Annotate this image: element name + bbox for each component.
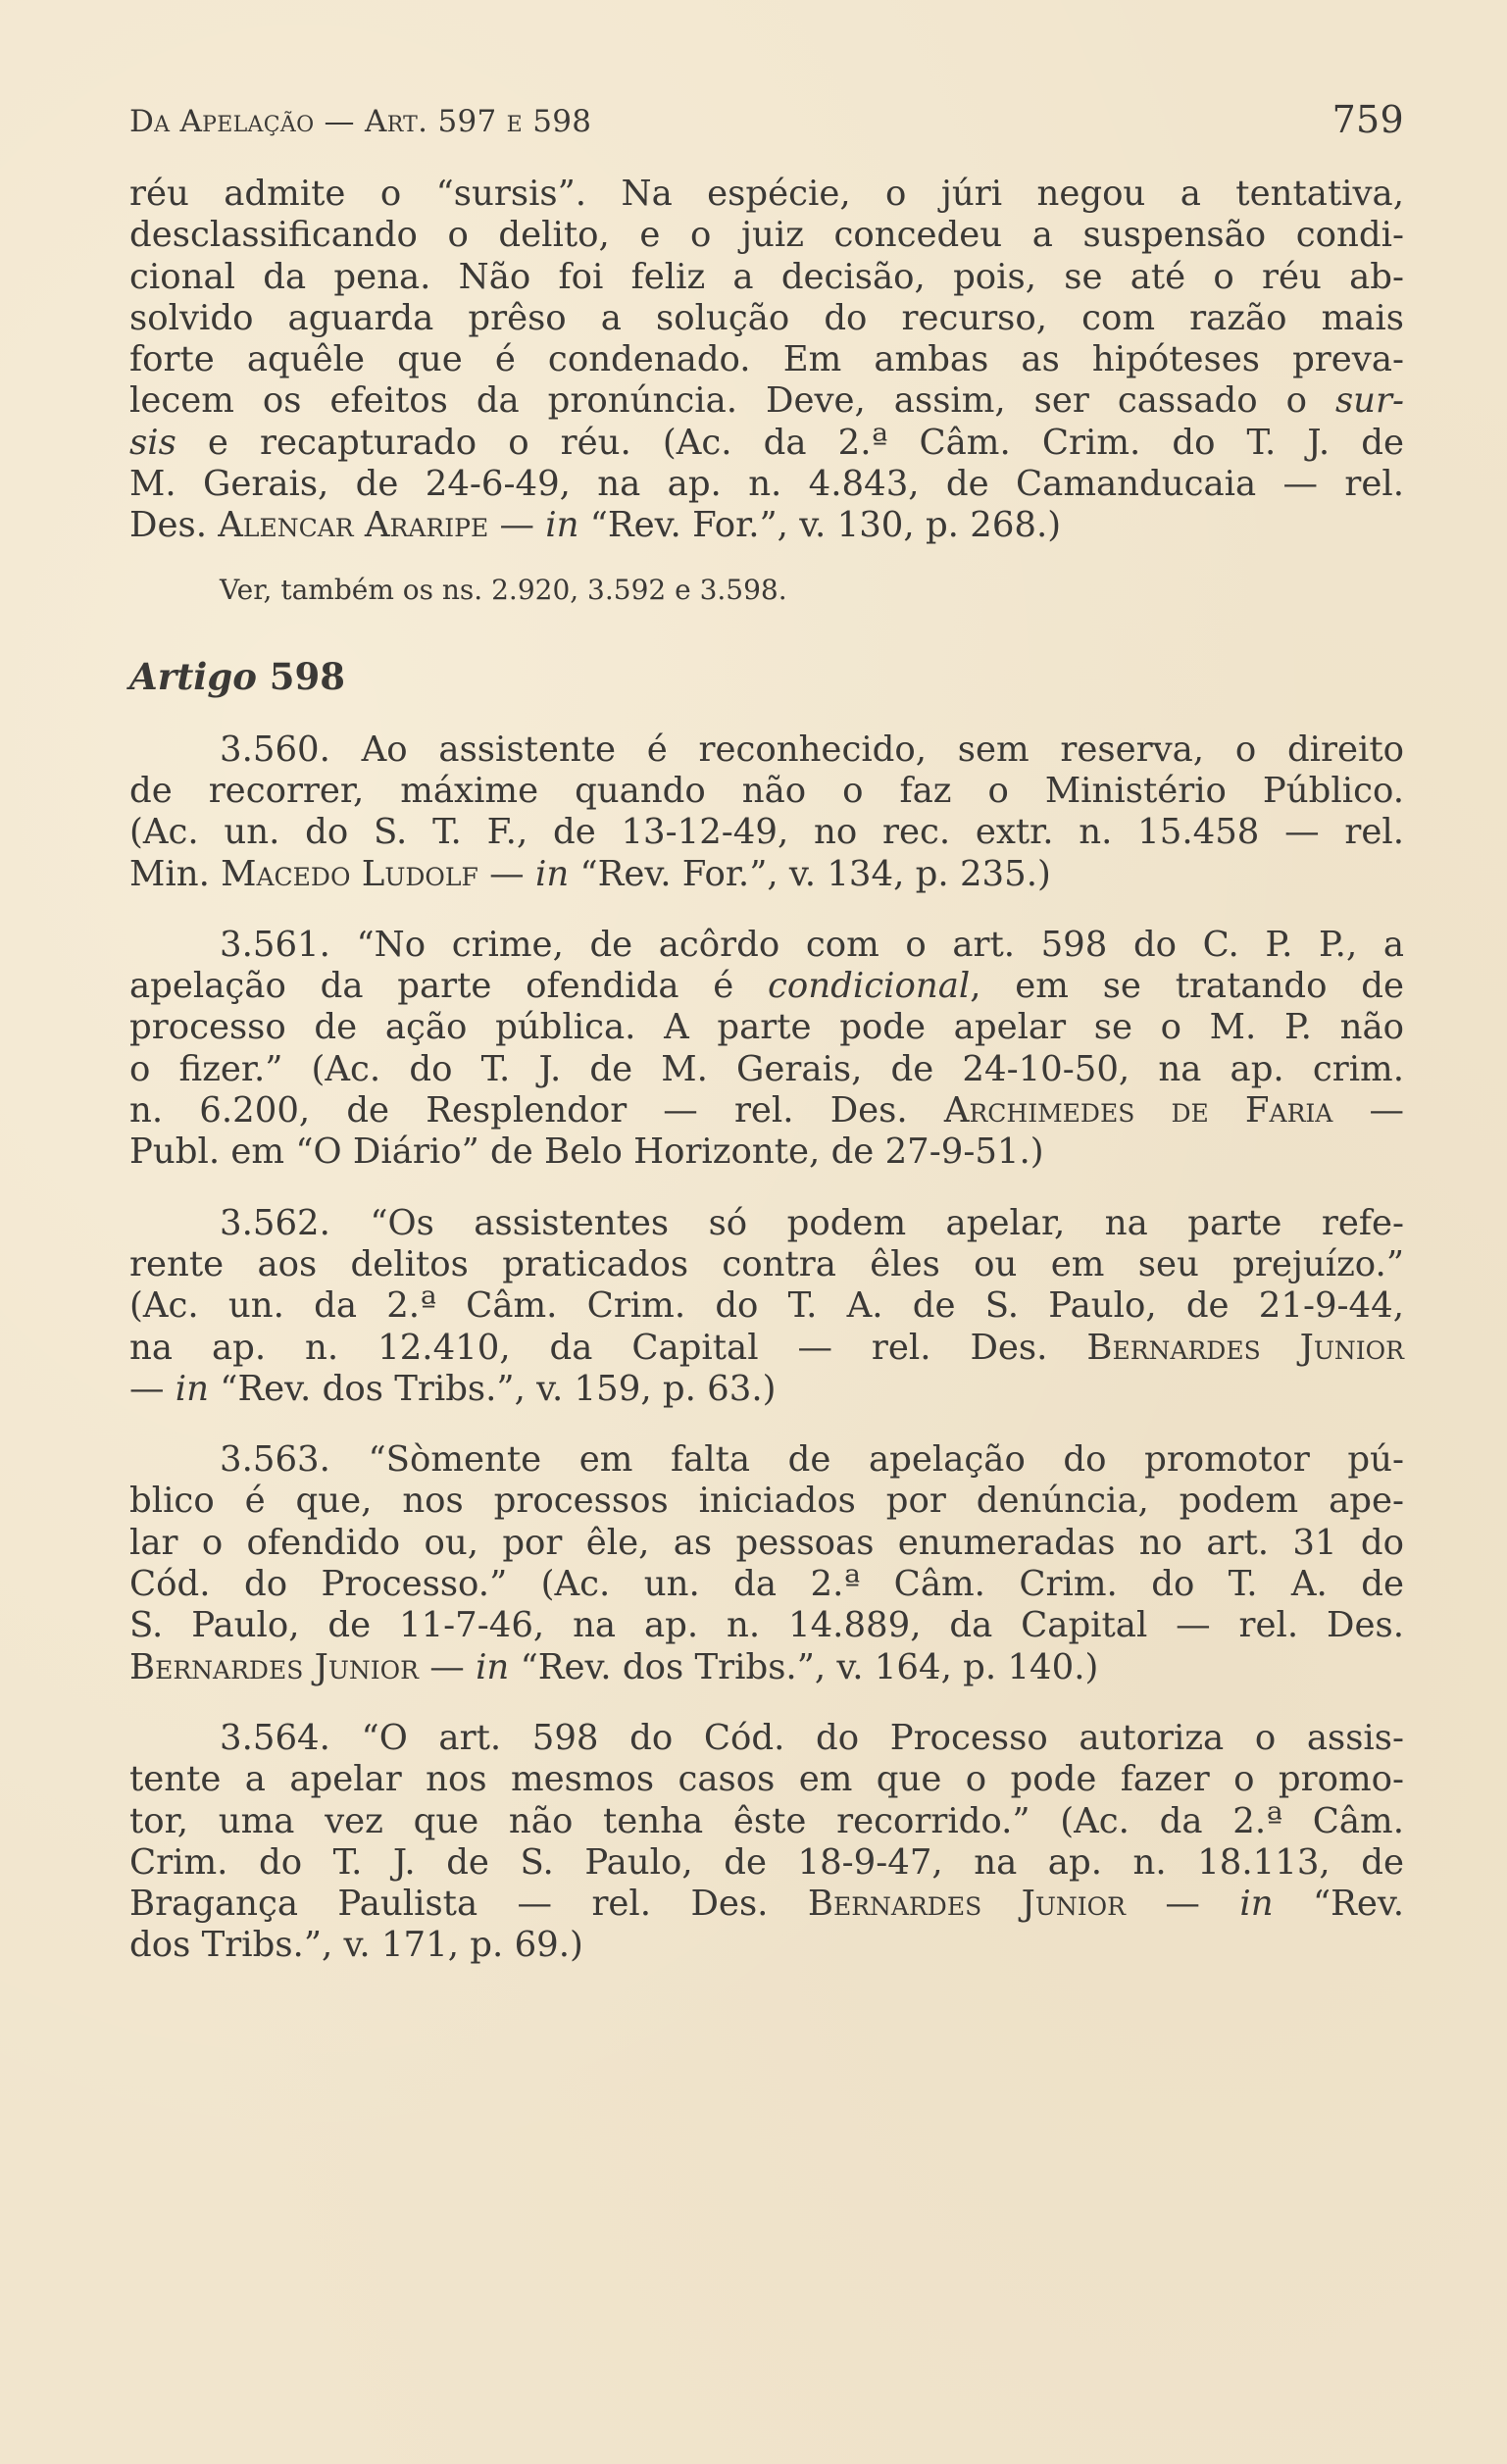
text-line: forte aquêle que é condenado. Em ambas as hipóteses preva-	[129, 339, 1404, 380]
text-line: Bernardes Junior — in “Rev. dos Tribs.”, v. 164, p. 140.)	[129, 1646, 1099, 1687]
text-line: Publ. em “O Diário” de Belo Horizonte, de 27-9-51.)	[129, 1131, 1044, 1173]
text-line: lecem os efeitos da pronúncia. Deve, assim, ser cassado o sur-	[129, 380, 1404, 422]
running-head	[129, 98, 1404, 157]
jurisprudence-entries	[129, 729, 1404, 1967]
text-line: — in “Rev. dos Tribs.”, v. 159, p. 63.)	[129, 1368, 777, 1409]
text-line: Bragança Paulista — rel. Des. Bernardes Junior — in “Rev.	[129, 1884, 1404, 1925]
text-line: Crim. do T. J. de S. Paulo, de 18-9-47, na ap. n. 18.113, de	[129, 1841, 1404, 1883]
entry-number: 3.564.	[220, 1717, 330, 1758]
judge-name: Alencar Araripe	[218, 505, 489, 546]
italic-text: in	[534, 853, 570, 894]
text-line: n. 6.200, de Resplendor — rel. Des. Archimedes de Faria —	[129, 1090, 1404, 1131]
page-number: 759	[1331, 98, 1404, 141]
text-line: na ap. n. 12.410, da Capital — rel. Des. Bernardes Junior	[129, 1327, 1404, 1368]
italic-text: in	[175, 1368, 210, 1409]
see-also-note: Ver, também os ns. 2.920, 3.592 e 3.598.	[220, 573, 787, 606]
text-line: Des. Alencar Araripe — in “Rev. For.”, v. 130, p. 268.)	[129, 505, 1062, 546]
text-line: lar o ofendido ou, por êle, as pessoas enumeradas no art. 31 do	[129, 1522, 1404, 1563]
text-line: blico é que, nos processos iniciados por denúncia, podem ape-	[129, 1481, 1404, 1522]
judge-name: Archimedes de Faria	[943, 1090, 1333, 1131]
italic-text: in	[545, 505, 579, 546]
judge-name: Bernardes Junior	[807, 1884, 1126, 1925]
text-line: cional da pena. Não foi feliz a decisão, pois, se até o réu ab-	[129, 256, 1404, 297]
entry-number: 3.563.	[220, 1439, 330, 1481]
text-line: 3.561. “No crime, de acôrdo com o art. 598 do C. P. P., a	[220, 924, 1404, 965]
article-heading-label: Artigo	[129, 654, 257, 698]
body-text	[129, 174, 1404, 1967]
text-line: processo de ação pública. A parte pode apelar se o M. P. não	[129, 1007, 1404, 1048]
text-line: Cód. do Processo.” (Ac. un. da 2.ª Câm. Crim. do T. A. de	[129, 1564, 1404, 1605]
text-line: apelação da parte ofendida é condicional, em se tratando de	[129, 966, 1404, 1007]
text-line: 3.563. “Sòmente em falta de apelação do promotor pú-	[220, 1439, 1404, 1481]
text-line: (Ac. un. da 2.ª Câm. Crim. do T. A. de S. Paulo, de 21-9-44,	[129, 1285, 1404, 1327]
judge-name: Macedo Ludolf	[221, 853, 478, 894]
judge-name: Bernardes Junior	[129, 1646, 419, 1687]
jurisprudence-entry	[129, 729, 1404, 895]
entry-number: 3.562.	[220, 1202, 330, 1243]
jurisprudence-entry	[129, 925, 1404, 1174]
text-line: 3.560. Ao assistente é reconhecido, sem reserva, o direito	[220, 729, 1404, 770]
article-heading	[129, 655, 1404, 698]
entry-number: 3.561.	[220, 924, 330, 965]
text-line: S. Paulo, de 11-7-46, na ap. n. 14.889, da Capital — rel. Des.	[129, 1605, 1404, 1646]
text-line: tor, uma vez que não tenha êste recorrido.” (Ac. da 2.ª Câm.	[129, 1800, 1404, 1841]
jurisprudence-entry	[129, 1718, 1404, 1967]
judge-name: Bernardes Junior	[1086, 1327, 1404, 1368]
text-line: solvido aguarda prêso a solução do recurso, com razão mais	[129, 297, 1404, 338]
entry-number: 3.560.	[220, 729, 330, 770]
jurisprudence-entry	[129, 1203, 1404, 1410]
italic-text: condicional	[768, 966, 971, 1007]
text-line: o fizer.” (Ac. do T. J. de M. Gerais, de 24-10-50, na ap. crim.	[129, 1048, 1404, 1089]
text-line: Min. Macedo Ludolf — in “Rev. For.”, v. 134, p. 235.)	[129, 853, 1051, 894]
intro-paragraph	[129, 174, 1404, 547]
text-line: M. Gerais, de 24-6-49, na ap. n. 4.843, de Camanducaia — rel.	[129, 464, 1404, 505]
text-line: desclassificando o delito, e o juiz concedeu a suspensão condi-	[129, 215, 1404, 256]
text-line: dos Tribs.”, v. 171, p. 69.)	[129, 1925, 583, 1966]
running-head-title: Da Apelação — Art. 597 e 598	[129, 104, 592, 139]
text-line: 3.564. “O art. 598 do Cód. do Processo autoriza o assis-	[220, 1717, 1404, 1758]
italic-text: sis	[129, 422, 176, 463]
text-line: sis e recapturado o réu. (Ac. da 2.ª Câm. Crim. do T. J. de	[129, 422, 1404, 463]
text-line: tente a apelar nos mesmos casos em que o pode fazer o promo-	[129, 1759, 1404, 1800]
jurisprudence-entry	[129, 1439, 1404, 1688]
italic-text: in	[476, 1646, 510, 1687]
italic-text: in	[1239, 1884, 1274, 1925]
text-line: 3.562. “Os assistentes só podem apelar, na parte refe-	[220, 1202, 1404, 1243]
text-line: rente aos delitos praticados contra êles ou em seu prejuízo.”	[129, 1243, 1404, 1284]
italic-text: sur-	[1334, 380, 1404, 422]
article-heading-number: 598	[269, 654, 346, 698]
text-line: (Ac. un. do S. T. F., de 13-12-49, no rec. extr. n. 15.458 — rel.	[129, 812, 1404, 853]
text-line: de recorrer, máxime quando não o faz o Ministério Público.	[129, 770, 1404, 811]
text-line: réu admite o “sursis”. Na espécie, o júri negou a tentativa,	[129, 174, 1404, 214]
